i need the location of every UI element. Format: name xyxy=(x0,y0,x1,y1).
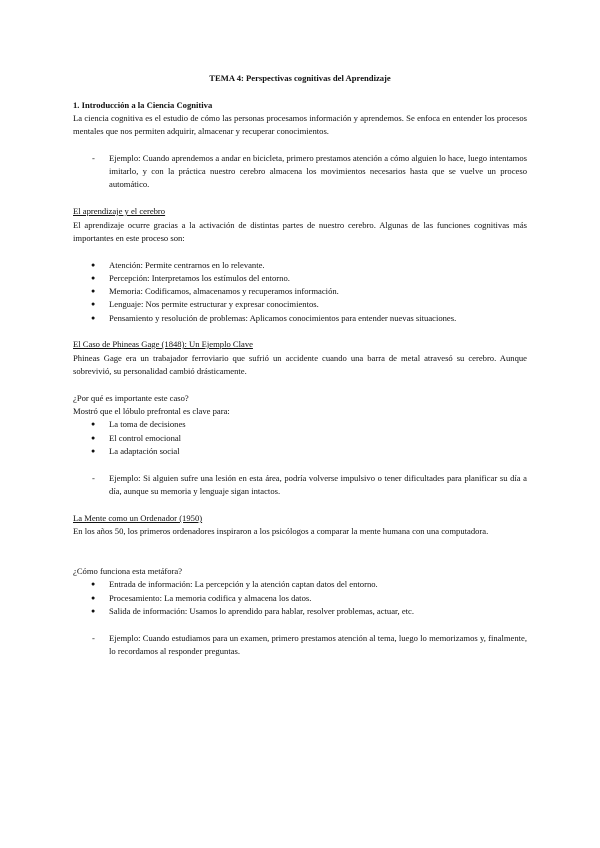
list-item: Pensamiento y resolución de problemas: Aplicamos conocimientos para entender nuevas situaciones. xyxy=(109,313,457,323)
section-computer-example: Ejemplo: Cuando estudiamos para un examen, primero prestamos atención al tema, luego lo memorizamos y, finalmente, lo recordamos al responder preguntas. xyxy=(109,633,527,656)
section-gage-question: ¿Por qué es importante este caso? xyxy=(73,393,189,403)
list-item: El control emocional xyxy=(109,433,182,443)
section-intro-paragraph: La ciencia cognitiva es el estudio de cómo las personas procesamos información y aprendemos. Se enfoca en entender los procesos mentales que nos permiten adquirir, almacenar y recuperar conocimientos. xyxy=(73,113,527,136)
list-item: Entrada de información: La percepción y la atención captan datos del entorno. xyxy=(109,579,378,589)
document-title: TEMA 4: Perspectivas cognitivas del Aprendizaje xyxy=(209,73,391,83)
bullet-dot: ● xyxy=(91,447,96,455)
section-computer-heading: La Mente como un Ordenador (1950) xyxy=(73,513,203,523)
section-gage-intro: Mostró que el lóbulo prefrontal es clave para: xyxy=(73,406,230,416)
section-brain-paragraph: El aprendizaje ocurre gracias a la activación de distintas partes de nuestro cerebro. Algunas de las funciones cognitivas más importantes en este proceso son: xyxy=(73,220,527,243)
section-gage-heading: El Caso de Phineas Gage (1848): Un Ejemplo Clave xyxy=(73,339,253,349)
section-computer-paragraph: En los años 50, los primeros ordenadores inspiraron a los psicólogos a comparar la mente humana con una computadora. xyxy=(73,526,489,536)
section-computer-question: ¿Cómo funciona esta metáfora? xyxy=(73,566,183,576)
list-item: Salida de información: Usamos lo aprendido para hablar, resolver problemas, actuar, etc. xyxy=(109,606,414,616)
section-brain-heading: El aprendizaje y el cerebro xyxy=(73,206,166,216)
dash-bullet: - xyxy=(92,633,95,643)
bullet-dot: ● xyxy=(91,314,96,322)
bullet-dot: ● xyxy=(91,287,96,295)
dash-bullet: - xyxy=(92,473,95,483)
list-item: Percepción: Interpretamos los estímulos del entorno. xyxy=(109,273,290,283)
list-item: La toma de decisiones xyxy=(109,419,186,429)
section-gage-paragraph: Phineas Gage era un trabajador ferroviario que sufrió un accidente cuando una barra de metal atravesó su cerebro. Aunque sobrevivió, su personalidad cambió drásticamente. xyxy=(73,353,527,376)
list-item: Memoria: Codificamos, almacenamos y recuperamos información. xyxy=(109,286,339,296)
bullet-dot: ● xyxy=(91,580,96,588)
list-item: Atención: Permite centrarnos en lo relevante. xyxy=(109,260,265,270)
bullet-dot: ● xyxy=(91,274,96,282)
list-item: Procesamiento: La memoria codifica y almacena los datos. xyxy=(109,593,312,603)
bullet-dot: ● xyxy=(91,300,96,308)
list-item: Lenguaje: Nos permite estructurar y expresar conocimientos. xyxy=(109,299,319,309)
section-intro-heading: 1. Introducción a la Ciencia Cognitiva xyxy=(73,100,213,110)
bullet-dot: ● xyxy=(91,261,96,269)
bullet-dot: ● xyxy=(91,607,96,615)
list-item: La adaptación social xyxy=(109,446,180,456)
dash-bullet: - xyxy=(92,153,95,163)
section-gage-example: Ejemplo: Si alguien sufre una lesión en esta área, podría volverse impulsivo o tener dificultades para planificar su día a día, aunque su memoria y lenguaje sigan intactos. xyxy=(109,473,527,496)
section-intro-example: Ejemplo: Cuando aprendemos a andar en bicicleta, primero prestamos atención a cómo alguien lo hace, luego intentamos imitarlo, y con la práctica nuestro cerebro almacena los movimientos necesarios hasta que se vuelve un proceso automático. xyxy=(109,153,527,189)
bullet-dot: ● xyxy=(91,434,96,442)
bullet-dot: ● xyxy=(91,594,96,602)
bullet-dot: ● xyxy=(91,420,96,428)
